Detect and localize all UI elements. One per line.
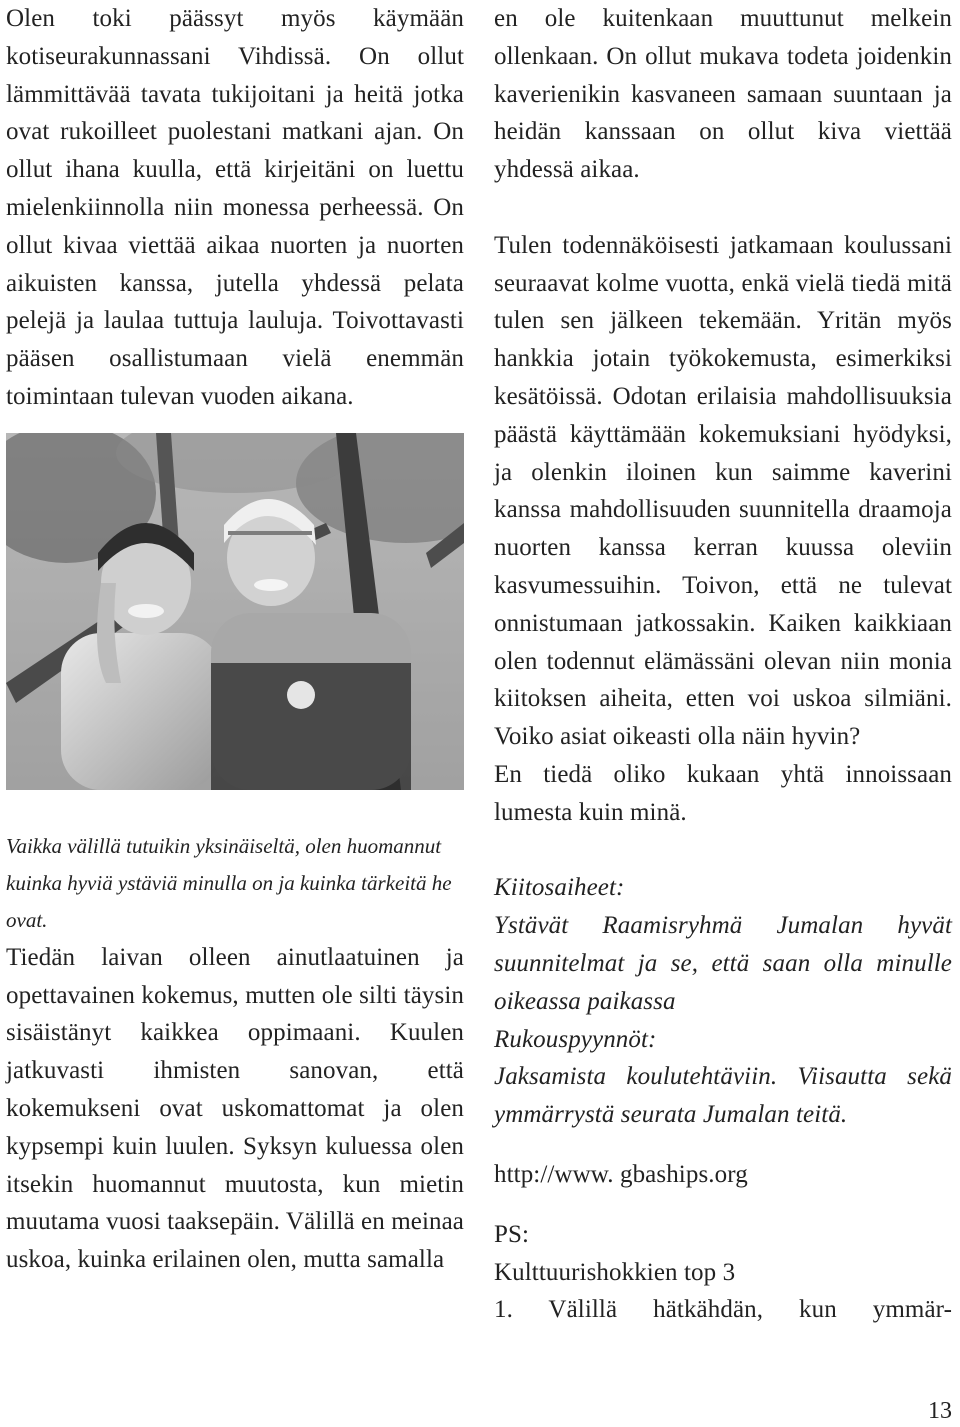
left-paragraph-1: Olen toki päässyt myös käymään kotiseurakunnassani Vihdissä. On ollut lämmittävää tavata tukijoitani ja heitä jotka ovat rukoilleet puolestani matkani ajan. On ollut ihana kuulla, että kirjeitäni on luettu mielenkiinnolla niin monessa perheessä. On ollut kivaa viettää aikaa nuorten ja nuorten aikuisten kanssa, jutella yhdessä pelata pelejä ja laulaa tuttuja lauluja. Toivottavasti pääsen osallistumaan vielä enemmän toimintaan tulevan vuoden aikana. [6, 5, 464, 410]
thanks-text: Ystävät Raamisryhmä Jumalan hyvät suunnitelmat ja se, että saan olla minulle oikeassa paikassa [494, 912, 952, 1015]
ps-label: PS: [494, 1220, 530, 1248]
left-column [6, 0, 464, 1279]
right-paragraph-2: Tulen todennäköisesti jatkamaan koulussani seuraavat kolme vuotta, enkä vielä tiedä mitä tulen sen jälkeen tekemään. Yritän myös hankkia jotain työkokemusta, esimerkiksi kesätöissä. Odotan erilaisia mahdollisuuksia päästä käyttämään kokemuksiani hyödyksi, ja olenkin iloinen kun saimme kaverini kanssa mahdollisuuden suunnitella draamoja nuorten kanssa kerran kuussa oleviin kasvumessuihin. Toivon, että ne tulevat onnistumaan jatkossakin. Kaiken kaikkiaan olen todennut elämässäni olevan niin monia kiitoksen aiheita, etten voi uskoa silmiäni. Voiko asiat oikeasti olla näin hyvin? [494, 231, 952, 751]
website-link[interactable]: http://www. gbaships.org [494, 1160, 748, 1188]
page-number: 13 [928, 1398, 952, 1424]
spacer [494, 189, 952, 227]
spacer [494, 1134, 952, 1156]
ps-title: Kulttuurishokkien top 3 [494, 1258, 736, 1286]
right-paragraph-1: en ole kuitenkaan muuttunut melkein ollenkaan. On ollut mukava todeta joidenkin kaverienikin kasvaneen samaan suuntaan ja heidän kanssaan on ollut kiva viettää yhdessä aikaa. [494, 5, 952, 184]
photo-two-girls-in-trees [6, 433, 464, 790]
photo-caption: Vaikka välillä tutuikin yksinäiseltä, olen huomannut kuinka hyviä ystäviä minulla on ja kuinka tärkeitä he ovat. [6, 833, 452, 932]
spacer [494, 1194, 952, 1216]
right-column [494, 0, 952, 1329]
left-paragraph-2: Tiedän laivan olleen ainutlaatuinen ja opettavainen kokemus, mutten ole silti täysin sisäistänyt kaikkea oppimaani. Kuulen jatkuvasti ihmisten sanovan, että kokemukseni ovat uskomattomat ja olen kypsempi kuin luulen. Syksyn kuluessa olen itsekin huomannut muutosta, kun mietin muutama vuosi taaksepäin. Välillä en meinaa uskoa, kuinka erilainen olen, mutta samalla [6, 943, 464, 1274]
right-paragraph-3: En tiedä oliko kukaan yhtä innoissaan lumesta kuin minä. [494, 760, 952, 826]
prayer-text: Jaksamista koulutehtäviin. Viisautta sekä ymmärrystä seurata Jumalan teitä. [494, 1063, 952, 1129]
thanks-heading: Kiitosaiheet: [494, 874, 625, 902]
spacer [494, 832, 952, 870]
ps-item-1: 1. Välillä hätkähdän, kun ymmär- [494, 1296, 952, 1324]
prayer-heading: Rukouspyynnöt: [494, 1025, 657, 1053]
